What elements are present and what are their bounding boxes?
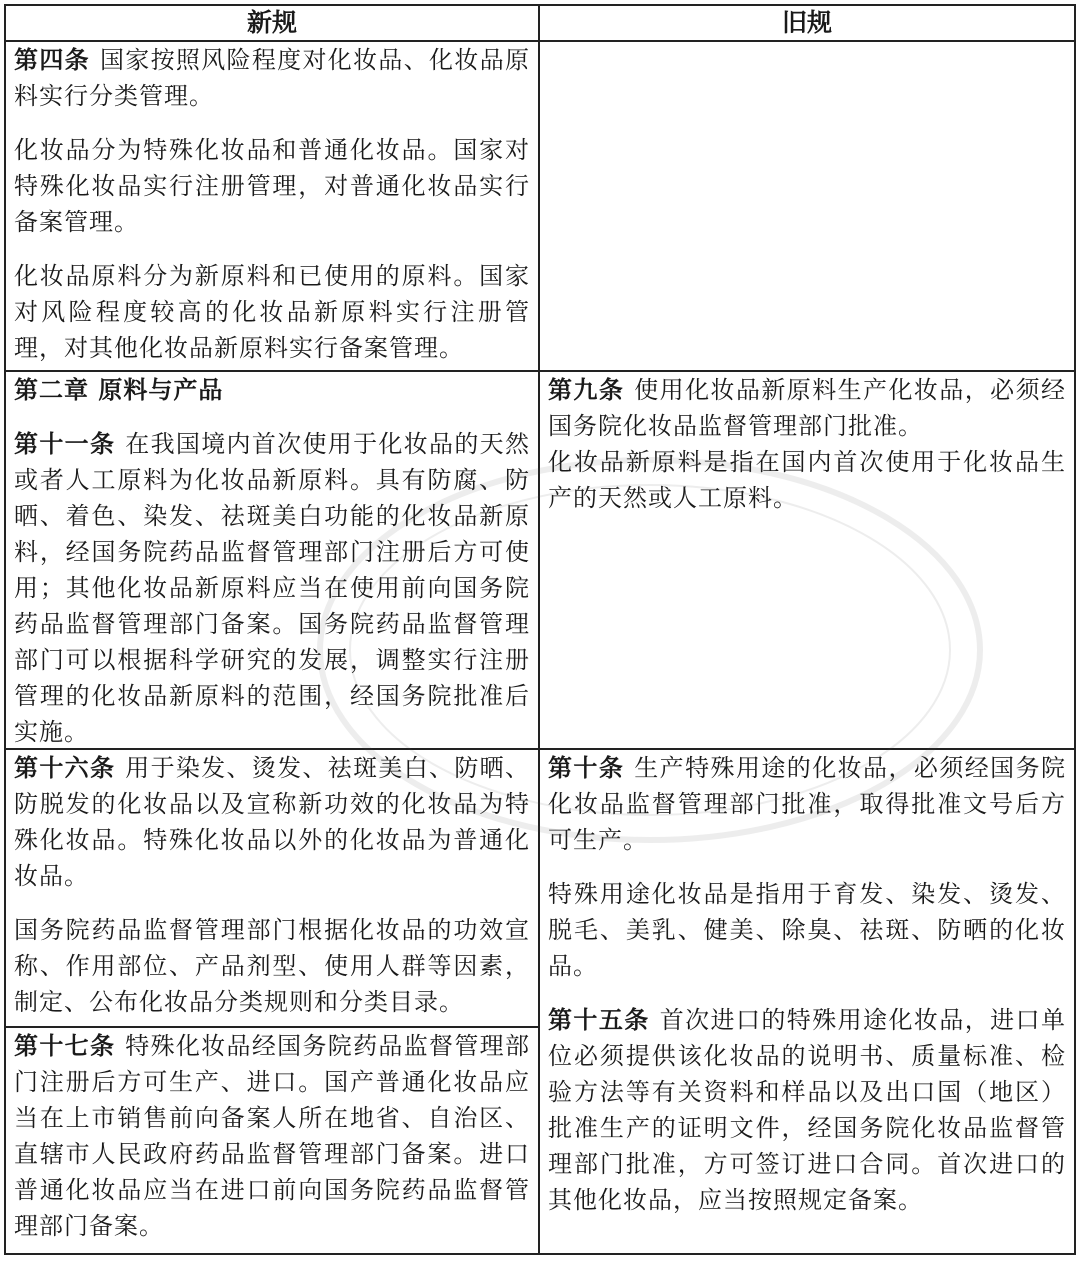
article-paragraph xyxy=(14,1028,530,1244)
article-text: 化妆品分为特殊化妆品和普通化妆品。国家对特殊化妆品实行注册管理，对普通化妆品实行备案管理。 xyxy=(14,136,530,236)
article-paragraph xyxy=(14,42,530,114)
article-paragraph xyxy=(14,426,530,750)
article-text: 特殊化妆品经国务院药品监督管理部门注册后方可生产、进口。国产普通化妆品应当在上市销售前向备案人所在地省、自治区、直辖市人民政府药品监督管理部门备案。进口普通化妆品应当在进口前向国务院药品监督管理部门备案。 xyxy=(14,1032,531,1240)
article-text: 特殊用途化妆品是指用于育发、染发、烫发、脱毛、美乳、健美、除臭、祛斑、防晒的化妆品。 xyxy=(548,880,1066,980)
article-text: 首次进口的特殊用途化妆品，进口单位必须提供该化妆品的说明书、质量标准、检验方法等有关资料和样品以及出口国（地区）批准生产的证明文件，经国务院化妆品监督管理部门批准，方可签订进口合同。首次进口的其他化妆品，应当按照规定备案。 xyxy=(548,1006,1067,1214)
header-old: 旧规 xyxy=(781,8,832,37)
article-text: 国务院药品监督管理部门根据化妆品的功效宣称、作用部位、产品剂型、使用人群等因素，制定、公布化妆品分类规则和分类目录。 xyxy=(14,916,530,1016)
article-text: 使用化妆品新原料生产化妆品，必须经国务院化妆品监督管理部门批准。 xyxy=(548,376,1067,440)
article-paragraph xyxy=(14,912,530,1020)
article-paragraph xyxy=(548,444,1066,516)
cell-r1-new xyxy=(6,372,538,768)
cell-r2-new2 xyxy=(6,1028,538,1262)
article-paragraph xyxy=(548,750,1066,858)
article-paragraph xyxy=(14,372,530,408)
article-paragraph xyxy=(14,258,530,366)
article-paragraph xyxy=(548,1002,1066,1218)
article-text: 生产特殊用途的化妆品，必须经国务院化妆品监督管理部门批准，取得批准文号后方可生产。 xyxy=(548,754,1067,854)
article-number: 第二章 原料与产品 xyxy=(14,376,224,404)
article-paragraph xyxy=(14,132,530,240)
cell-r0-new xyxy=(6,42,538,384)
article-paragraph xyxy=(548,876,1066,984)
article-text: 化妆品原料分为新原料和已使用的原料。国家对风险程度较高的化妆品新原料实行注册管理，对其他化妆品新原料实行备案管理。 xyxy=(14,262,530,362)
article-number: 第十一条 xyxy=(14,430,116,458)
article-text: 在我国境内首次使用于化妆品的天然或者人工原料为化妆品新原料。具有防腐、防晒、着色、染发、祛斑美白功能的化妆品新原料，经国务院药品监督管理部门注册后方可使用；其他化妆品新原料应当在使用前向国务院药品监督管理部门备案。国务院药品监督管理部门可以根据科学研究的发展，调整实行注册管理的化妆品新原料的范围，经国务院批准后实施。 xyxy=(14,430,531,746)
article-text: 化妆品新原料是指在国内首次使用于化妆品生产的天然或人工原料。 xyxy=(548,448,1066,512)
article-text: 用于染发、烫发、祛斑美白、防晒、防脱发的化妆品以及宣称新功效的化妆品为特殊化妆品。特殊化妆品以外的化妆品为普通化妆品。 xyxy=(14,754,531,890)
cell-r1-old xyxy=(540,372,1074,516)
cell-r2-old xyxy=(540,750,1074,1236)
article-text: 国家按照风险程度对化妆品、化妆品原料实行分类管理。 xyxy=(14,46,531,110)
article-number: 第十七条 xyxy=(14,1032,116,1060)
article-number: 第十条 xyxy=(548,754,625,782)
header-new: 新规 xyxy=(246,8,297,37)
cell-r2-new xyxy=(6,750,538,1038)
article-number: 第九条 xyxy=(548,376,625,404)
article-number: 第十五条 xyxy=(548,1006,650,1034)
article-paragraph xyxy=(548,372,1066,444)
article-paragraph xyxy=(14,750,530,894)
article-number: 第四条 xyxy=(14,46,90,74)
comparison-table xyxy=(4,4,1076,1255)
article-number: 第十六条 xyxy=(14,754,116,782)
